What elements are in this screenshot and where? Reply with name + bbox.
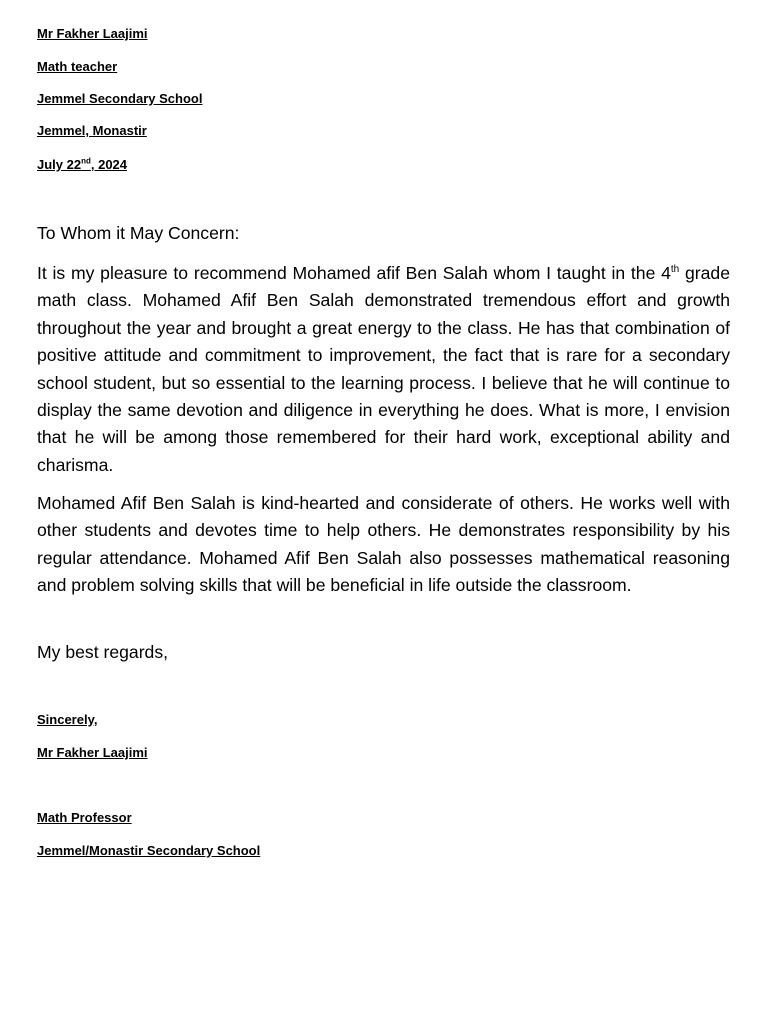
paragraph-1-start: It is my pleasure to recommend Mohamed afif Ben Salah whom I taught in the 4 xyxy=(37,263,671,283)
sign-off: Sincerely, xyxy=(37,712,98,727)
grade-superscript: th xyxy=(670,264,680,276)
sender-role: Math teacher xyxy=(37,59,118,74)
paragraph-1-rest: grade math class. Mohamed Afif Ben Salah demonstrated tremendous effort and growth throughout the year and brought a great energy to the class. He has that combination of positive attitude and commitment to improvement, the fact that is rare for a secondary school student, but so essential to the learning process. I believe that he will continue to display the same devotion and diligence in everything he does. What is more, I envision that he will be among those remembered for their hard work, exceptional ability and charisma. xyxy=(37,263,730,475)
closing-line: My best regards, xyxy=(37,642,169,662)
signature-title: Math Professor xyxy=(37,810,132,825)
date-prefix: July 22 xyxy=(37,157,82,172)
signature-school: Jemmel/Monastir Secondary School xyxy=(37,843,261,858)
signature-name: Mr Fakher Laajimi xyxy=(37,745,148,760)
sender-location: Jemmel, Monastir xyxy=(37,123,147,138)
date-superscript: nd xyxy=(81,156,91,166)
sender-name: Mr Fakher Laajimi xyxy=(37,26,148,41)
letter-date xyxy=(37,157,127,173)
paragraph-1 xyxy=(37,260,730,479)
paragraph-2: Mohamed Afif Ben Salah is kind-hearted and considerate of others. He works well with other students and devotes time to help others. He demonstrates responsibility by his regular attendance. Mohamed Afif Ben Salah also possesses mathematical reasoning and problem solving skills that will be beneficial in life outside the classroom. xyxy=(37,493,730,596)
date-suffix: , 2024 xyxy=(90,157,128,172)
greeting: To Whom it May Concern: xyxy=(37,223,240,243)
sender-school: Jemmel Secondary School xyxy=(37,91,203,106)
